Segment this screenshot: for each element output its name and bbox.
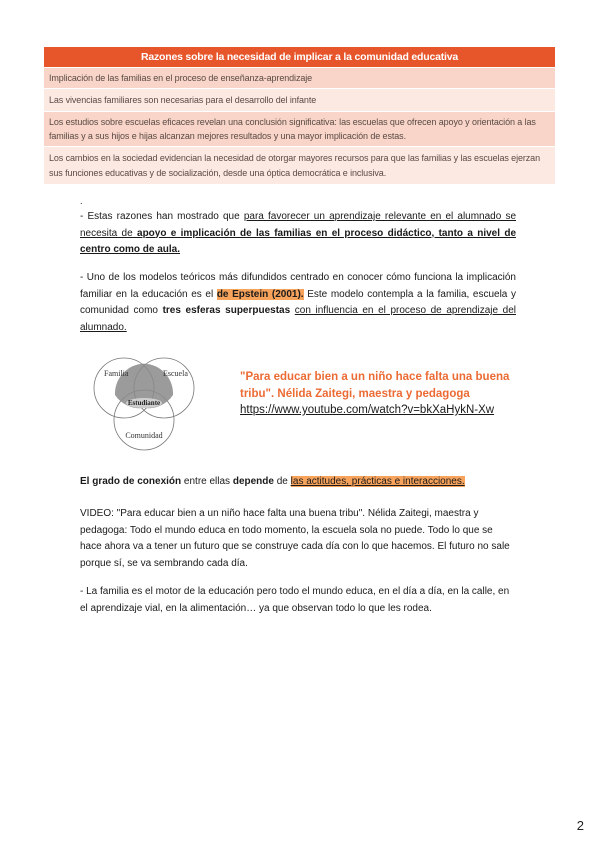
paragraph-family: - La familia es el motor de la educación pero todo el mundo educa, en el día a día, en la calle, en el aprendizaje vial, en la alimentación… ya que observan todo lo que les rodea. [80,586,510,614]
text-span: - Estas razones han mostrado que [80,211,244,222]
paragraph-epstein [80,270,516,336]
text-span: entre ellas [181,476,233,487]
venn-diagram [74,348,224,458]
underlined-text: para favorecer un aprendizaje relevante en el alumnado se necesita de [80,211,517,239]
table-row: Los estudios sobre escuelas eficaces revelan una conclusión significativa: las escuelas que ofrecen apoyo y orientación a las familias y a sus hijos e hijas alcanzan mejores resultados y una mayor implicación de estas. [44,112,555,146]
highlight-epstein: de Epstein (2001). [216,288,304,300]
bold-text: tres esferas superpuestas [162,305,291,316]
reasons-table [44,47,555,184]
bold-text: depende [232,476,274,487]
label-estudiante: Estudiante [127,399,161,407]
bullet-dot: . [80,196,83,206]
text-span: de [273,476,291,487]
table-row: Las vivencias familiares son necesarias para el desarrollo del infante [44,89,555,111]
label-escuela: Escuela [163,369,188,378]
youtube-link[interactable]: https://www.youtube.com/watch?v=bkXaHykN-Xw [240,404,495,416]
table-row: Implicación de las familias en el proceso de enseñanza-aprendizaje [44,68,555,88]
paragraph-connection [80,474,516,491]
paragraph-reasons [80,209,516,259]
label-familia: Familia [104,369,129,378]
bold-text: El grado de conexión [80,476,182,487]
highlight-attitudes: las actitudes, prácticas e interacciones. [290,476,465,487]
text-span: Este modelo contempla a la familia, escuela y comunidad como [80,288,516,316]
bold-underlined-text: apoyo e implicación de las familias en el proceso didáctico, tanto a nivel de centro como de aula. [80,227,517,255]
table-row: Los cambios en la sociedad evidencian la necesidad de otorgar mayores recursos para que las familias y las escuelas ejerzan sus funciones educativas y de socialización, desde una óptica democrática e inclusiva. [44,147,555,184]
underlined-text: con influencia en el proceso de aprendizaje del alumnado. [80,305,516,333]
label-comunidad: Comunidad [125,431,163,440]
video-quote: "Para educar bien a un niño hace falta una buena tribu". Nélida Zaitegi, maestra y pedagoga [240,371,510,400]
page-number: 2 [576,818,584,833]
table-header: Razones sobre la necesidad de implicar a la comunidad educativa [44,47,555,67]
paragraph-video: VIDEO: "Para educar bien a un niño hace falta una buena tribu". Nélida Zaitegi, maestra y pedagoga: Todo el mundo educa en todo momento, la escuela sola no puede. Todo lo que se hace ahora va a tener un futuro que se construye cada día con lo que hacemos. El futuro no sale porque sí, se va sembrando cada día. [80,508,510,569]
text-span: - Uno de los modelos teóricos más difundidos centrado en conocer cómo funciona la implicación familiar en la educación es el [80,272,516,300]
